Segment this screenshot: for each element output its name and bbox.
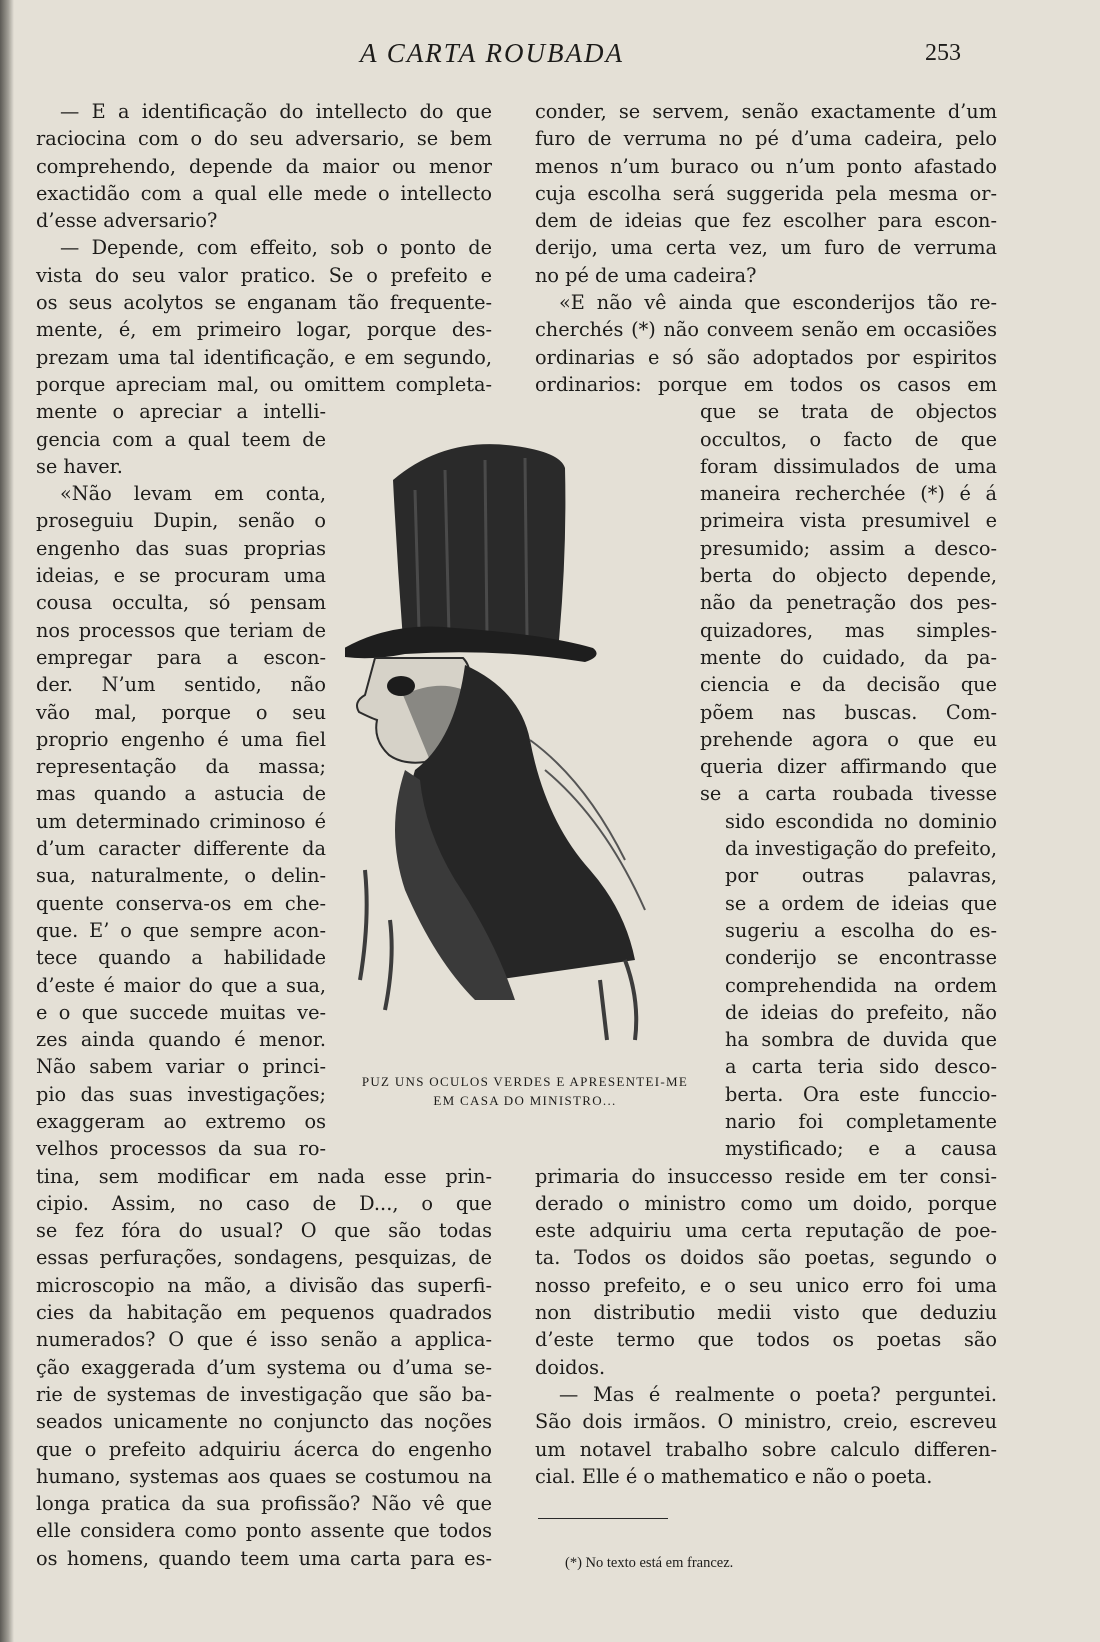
page-number: 253 (925, 40, 961, 66)
text-line: der. N’um sentido, não (36, 673, 326, 697)
text-line: numerados? O que é isso senão a applica- (36, 1328, 492, 1352)
text-line: não da penetração dos pes- (700, 591, 997, 615)
text-line: quizadores, mas simples- (700, 618, 997, 642)
text-line: cherchés (*) não conveem senão em occasiões (535, 318, 997, 342)
text-line: proprio engenho é uma fiel (36, 727, 326, 751)
text-line: d’este é maior do que a sua, (36, 973, 326, 997)
portrait-illustration (345, 440, 705, 1065)
illustration-caption (325, 1072, 725, 1110)
text-line: por outras palavras, (725, 864, 997, 888)
text-line: vão mal, porque o seu (36, 700, 326, 724)
text-line: tina, sem modificar em nada esse prin- (36, 1164, 492, 1188)
text-line: vista do seu valor pratico. Se o prefeito e (36, 263, 492, 287)
text-line: derijo, uma certa vez, um furo de verruma (535, 236, 997, 260)
text-line: doidos. (535, 1355, 606, 1379)
text-line: furo de verruma no pé d’uma cadeira, pelo (535, 127, 997, 151)
text-line: ordinarios: porque em todos os casos em (535, 372, 997, 396)
text-line: exactidão com a qual elle mede o intellecto (36, 181, 492, 205)
text-line: os seus acolytos se enganam tão frequente- (36, 291, 492, 315)
text-line: humano, systemas aos quaes se costumou na (36, 1464, 492, 1488)
footnote-rule (538, 1518, 668, 1519)
text-line: presumido; assim a desco- (700, 536, 997, 560)
text-line: proseguiu Dupin, senão o (36, 509, 326, 533)
text-line: ciencia e da decisão que (700, 673, 997, 697)
text-line: d’esse adversario? (36, 209, 218, 233)
text-line: sua, naturalmente, o delin- (36, 864, 326, 888)
text-line: mas quando a astucia de (36, 782, 326, 806)
text-line: que. E’ o que sempre acon- (36, 918, 326, 942)
text-line: engenho das suas proprias (36, 536, 326, 560)
text-line: dem de ideias que fez escolher para escon- (535, 209, 997, 233)
text-line: essas perfurações, sondagens, pesquizas, de (36, 1246, 492, 1270)
text-line: pio das suas investigações; (36, 1082, 326, 1106)
text-line: nario foi completamente (725, 1109, 997, 1133)
text-line: um notavel trabalho sobre calculo differen- (535, 1437, 997, 1461)
text-line: ideias, e se procuram uma (36, 564, 326, 588)
text-line: rie de systemas de investigação que são ba- (36, 1382, 492, 1406)
running-title: A CARTA ROUBADA (360, 38, 624, 68)
text-line: berta. Ora este funccio- (725, 1082, 997, 1106)
text-line: — Mas é realmente o poeta? perguntei. (559, 1382, 997, 1406)
text-line: da investigação do prefeito, (725, 837, 997, 861)
text-line: quente conserva-os em che- (36, 891, 326, 915)
text-line: d’um caracter differente da (36, 837, 326, 861)
text-line: comprehendida na ordem (725, 973, 997, 997)
text-line: «Não levam em conta, (60, 482, 326, 506)
text-line: prezam uma tal identificação, e em segundo, (36, 345, 492, 369)
text-line: primeira vista presumivel e (700, 509, 997, 533)
text-line: gencia com a qual teem de (36, 427, 326, 451)
text-line: mystificado; e a causa (725, 1137, 997, 1161)
text-line: os homens, quando teem uma carta para es- (36, 1546, 492, 1570)
text-line: velhos processos da sua ro- (36, 1137, 326, 1161)
text-line: queria dizer affirmando que (700, 755, 997, 779)
text-line: que se trata de objectos (700, 400, 997, 424)
text-line: conderijo se encontrasse (725, 946, 997, 970)
text-line: ção exaggerada d’um systema ou d’uma se- (36, 1355, 492, 1379)
text-line: mente, é, em primeiro logar, porque des- (36, 318, 492, 342)
text-line: menos n’um buraco ou n’um ponto afastado (535, 154, 997, 178)
text-line: sugeriu a escolha do es- (725, 918, 997, 942)
text-line: longa pratica da sua profissão? Não vê que (36, 1492, 492, 1516)
text-line: d’este termo que todos os poetas são (535, 1328, 997, 1352)
text-line: exaggeram ao extremo os (36, 1109, 326, 1133)
text-line: nosso prefeito, e o seu unico erro foi uma (535, 1273, 997, 1297)
text-line: ta. Todos os doidos são poetas, segundo o (535, 1246, 997, 1270)
text-line: cipio. Assim, no caso de D..., o que (36, 1191, 492, 1215)
text-line: foram dissimulados de uma (700, 454, 997, 478)
text-line: a carta teria sido desco- (725, 1055, 997, 1079)
text-line: cial. Elle é o mathematico e não o poeta. (535, 1464, 933, 1488)
caption-line-2: EM CASA DO MINISTRO... (433, 1093, 617, 1108)
text-line: seados unicamente no conjuncto das noções (36, 1410, 492, 1434)
text-line: que o prefeito adquiriu ácerca do engenho (36, 1437, 492, 1461)
text-line: ha sombra de duvida que (725, 1028, 997, 1052)
text-line: se haver. (36, 454, 123, 478)
text-line: primaria do insuccesso reside em ter consi- (535, 1164, 997, 1188)
text-line: cousa occulta, só pensam (36, 591, 326, 615)
text-line: berta do objecto depende, (700, 564, 997, 588)
text-line: se a carta roubada tivesse (700, 782, 997, 806)
text-line: «E não vê ainda que esconderijos tão re- (559, 291, 997, 315)
text-line: mente o apreciar a intelli- (36, 400, 326, 424)
text-line: prehende agora o que eu (700, 727, 997, 751)
text-line: cies da habitação em pequenos quadrados (36, 1301, 492, 1325)
text-line: — Depende, com effeito, sob o ponto de (60, 236, 492, 260)
text-line: — E a identificação do intellecto do que (60, 100, 492, 123)
caption-line-1: PUZ UNS OCULOS VERDES E APRESENTEI-ME (361, 1074, 689, 1089)
text-line: se a ordem de ideias que (725, 891, 997, 915)
footnote: (*) No texto está em francez. (565, 1555, 734, 1571)
text-line: ordinarias e só são adoptados por espiritos (535, 345, 997, 369)
text-line: tece quando a habilidade (36, 946, 326, 970)
text-line: comprehendo, depende da maior ou menor (36, 154, 492, 178)
text-line: zes ainda quando é menor. (36, 1028, 326, 1052)
glasses-icon (387, 676, 415, 696)
text-line: empregar para a escon- (36, 645, 326, 669)
text-line: se fez fóra do usual? O que são todas (36, 1219, 492, 1243)
text-line: raciocina com o do seu adversario, se bem (36, 127, 492, 151)
top-hat-icon (345, 444, 597, 662)
text-line: occultos, o facto de que (700, 427, 997, 451)
text-line: porque apreciam mal, ou omittem completa- (36, 372, 492, 396)
text-line: Não sabem variar o princi- (36, 1055, 326, 1079)
text-line: e o que succede muitas ve- (36, 1000, 326, 1024)
text-line: São dois irmãos. O ministro, creio, escreveu (535, 1410, 997, 1434)
text-line: non distributio medii visto que deduziu (535, 1301, 997, 1325)
text-line: este adquiriu uma certa reputação de poe- (535, 1219, 997, 1243)
text-line: põem nas buscas. Com- (700, 700, 997, 724)
book-binding-shadow (0, 0, 14, 1642)
text-line: conder, se servem, senão exactamente d’um (535, 100, 997, 123)
text-line: cuja escolha será suggerida pela mesma or- (535, 181, 997, 205)
text-line: nos processos que teriam de (36, 618, 326, 642)
text-line: um determinado criminoso é (36, 809, 326, 833)
text-line: sido escondida no dominio (725, 809, 997, 833)
text-line: mente do cuidado, da pa- (700, 645, 997, 669)
text-line: maneira recherchée (*) é á (700, 482, 997, 506)
text-line: no pé de uma cadeira? (535, 263, 757, 287)
text-line: microscopio na mão, a divisão das superfi- (36, 1273, 492, 1297)
text-line: de ideias do prefeito, não (725, 1000, 997, 1024)
text-line: elle considera como ponto assente que todos (36, 1519, 492, 1543)
text-line: derado o ministro como um doido, porque (535, 1191, 997, 1215)
text-line: representação da massa; (36, 755, 326, 779)
